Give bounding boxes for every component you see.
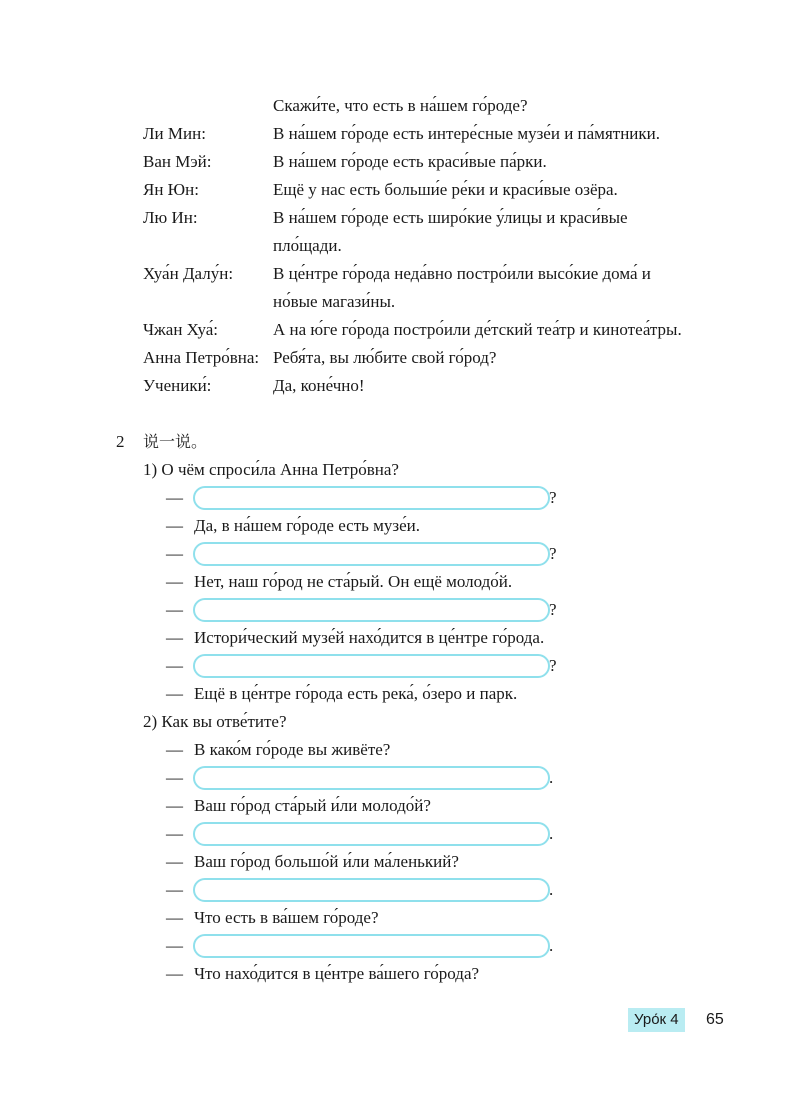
dialogue-row	[0, 120, 800, 148]
answer-blank-field[interactable]	[193, 766, 550, 790]
utterance: В на́шем го́роде есть краси́вые па́рки.	[273, 152, 547, 171]
dash: —	[166, 572, 183, 591]
speaker-name: Лю Ин:	[143, 208, 198, 227]
dash: —	[166, 768, 183, 787]
dash: —	[166, 544, 183, 563]
answer-blank-field[interactable]	[193, 934, 550, 958]
answer-row	[0, 680, 800, 708]
dash: —	[166, 488, 183, 507]
response-text: Да, в на́шем го́роде есть музе́и.	[194, 516, 421, 535]
utterance: В на́шем го́роде есть интере́сные музе́и и па́мятники.	[273, 124, 660, 143]
blank-end-mark: ?	[549, 488, 557, 507]
utterance: но́вые магази́ны.	[273, 292, 396, 311]
dash: —	[166, 880, 183, 899]
exercise-number: 2	[116, 432, 125, 451]
lesson-badge: Уро́к 4	[628, 1008, 685, 1032]
blank-end-mark: ?	[549, 544, 557, 563]
speaker-name: Ученики́:	[143, 376, 212, 395]
answer-blank-field[interactable]	[193, 878, 550, 902]
question-text: В како́м го́роде вы живёте?	[194, 740, 391, 759]
answer-blank-field[interactable]	[193, 486, 550, 510]
utterance: пло́щади.	[273, 236, 342, 255]
dialogue-row	[0, 372, 800, 400]
question-text: Ваш го́род большо́й и́ли ма́ленький?	[194, 852, 459, 871]
utterance: В це́нтре го́рода неда́вно постро́или высо́кие дома́ и	[273, 264, 651, 283]
answer-row	[0, 960, 800, 988]
answer-row	[0, 876, 800, 904]
dialogue-row	[0, 148, 800, 176]
speaker-name: Анна Петро́вна:	[143, 348, 260, 367]
dialogue-row	[0, 92, 800, 120]
question-text: Что нахо́дится в це́нтре ва́шего го́рода?	[194, 964, 480, 983]
dash: —	[166, 964, 183, 983]
answer-blank-field[interactable]	[193, 598, 550, 622]
utterance: Ещё у нас есть больши́е ре́ки и краси́вые озёра.	[273, 180, 618, 199]
blank-end-mark: .	[549, 880, 554, 899]
part2-label: 2) Как вы отве́тите?	[143, 712, 287, 731]
speaker-name: Ван Мэй:	[143, 152, 212, 171]
dialogue-row	[0, 176, 800, 204]
question-text: Ваш го́род ста́рый и́ли молодо́й?	[194, 796, 431, 815]
response-text: Истори́ческий музе́й нахо́дится в це́нтре го́рода.	[194, 628, 545, 647]
dialogue-row	[0, 344, 800, 372]
utterance: В на́шем го́роде есть широ́кие у́лицы и краси́вые	[273, 208, 628, 227]
page-number: 65	[706, 1011, 724, 1028]
dialogue-row	[0, 288, 800, 316]
answer-blank-field[interactable]	[193, 542, 550, 566]
dash: —	[166, 656, 183, 675]
dash: —	[166, 936, 183, 955]
utterance: Скажи́те, что есть в на́шем го́роде?	[273, 96, 528, 115]
speaker-name: Чжан Хуа́:	[143, 320, 219, 339]
answer-row	[0, 764, 800, 792]
speaker-name: Ян Юн:	[143, 180, 199, 199]
speaker-name: Ли Мин:	[143, 124, 206, 143]
answer-row	[0, 904, 800, 932]
response-text: Нет, наш го́род не ста́рый. Он ещё молодо́й.	[194, 572, 513, 591]
answer-row	[0, 932, 800, 960]
blank-end-mark: .	[549, 936, 554, 955]
dialogue-row	[0, 260, 800, 288]
answer-row	[0, 820, 800, 848]
dialogue-row	[0, 232, 800, 260]
dash: —	[166, 908, 183, 927]
exercise-title: 说一说。	[143, 432, 208, 451]
dialogue-row	[0, 204, 800, 232]
answer-row	[0, 568, 800, 596]
utterance: А на ю́ге го́рода постро́или де́тский теа́тр и кинотеа́тры.	[273, 320, 682, 339]
blank-end-mark: ?	[549, 600, 557, 619]
utterance: Да, коне́чно!	[273, 376, 365, 395]
dash: —	[166, 740, 183, 759]
dash: —	[166, 852, 183, 871]
dash: —	[166, 516, 183, 535]
dash: —	[166, 796, 183, 815]
answer-row	[0, 512, 800, 540]
answer-row	[0, 848, 800, 876]
dialogue-row	[0, 316, 800, 344]
dash: —	[166, 684, 183, 703]
answer-row	[0, 736, 800, 764]
speaker-name: Хуа́н Далу́н:	[143, 264, 234, 283]
dash: —	[166, 824, 183, 843]
blank-end-mark: ?	[549, 656, 557, 675]
dash: —	[166, 628, 183, 647]
utterance: Ребя́та, вы лю́бите свой го́род?	[273, 348, 497, 367]
part1-label: 1) О чём спроси́ла Анна Петро́вна?	[143, 460, 399, 479]
blank-end-mark: .	[549, 824, 554, 843]
answer-blank-field[interactable]	[193, 822, 550, 846]
blank-end-mark: .	[549, 768, 554, 787]
question-text: Что есть в ва́шем го́роде?	[194, 908, 379, 927]
answer-row	[0, 596, 800, 624]
answer-row	[0, 540, 800, 568]
response-text: Ещё в це́нтре го́рода есть река́, о́зеро и парк.	[194, 684, 518, 703]
answer-blank-field[interactable]	[193, 654, 550, 678]
answer-row	[0, 792, 800, 820]
answer-row	[0, 484, 800, 512]
dash: —	[166, 600, 183, 619]
answer-row	[0, 624, 800, 652]
answer-row	[0, 652, 800, 680]
